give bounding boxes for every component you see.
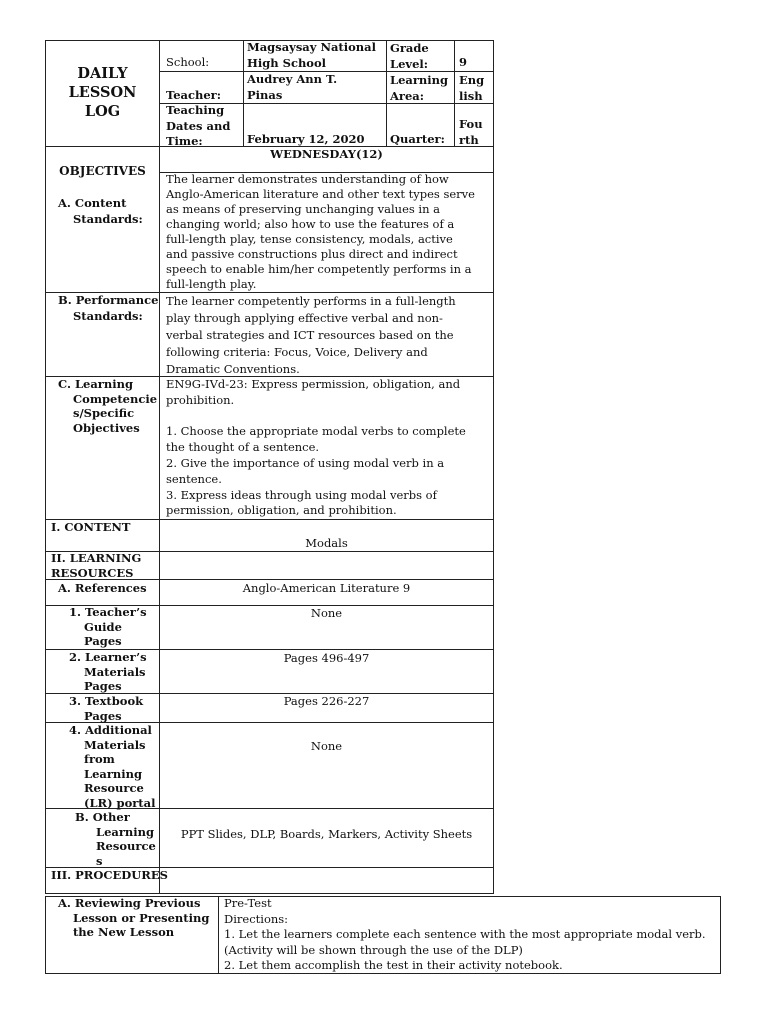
other-resources-label: B. Other Learning Resource s xyxy=(75,810,156,868)
competencies-label: C. Learning Competencie s/Specific Objectives xyxy=(58,377,158,435)
day-heading: WEDNESDAY(12) xyxy=(270,147,383,161)
learning-resources-heading: II. LEARNING RESOURCES xyxy=(51,551,142,580)
reviewing-previous-text: Pre-Test Directions: 1. Let the learners complete each sentence with the most appropriate modal verb. (Activity will be shown through the use of the DLP) 2. Let them accomplish the test in their activity notebook. xyxy=(224,896,706,972)
references-label: A. References xyxy=(58,581,147,595)
title-line-1: DAILY xyxy=(77,65,128,82)
procedures-heading: III. PROCEDURES xyxy=(51,868,168,882)
teacher-value: Audrey Ann T. Pinas xyxy=(247,72,338,102)
teachers-guide-value: None xyxy=(310,606,343,620)
reviewing-previous-label: A. Reviewing Previous Lesson or Presenting the New Lesson xyxy=(58,896,210,939)
learning-area-label: Learning Area: xyxy=(390,73,449,103)
quarter-value: Fou rth xyxy=(459,117,483,147)
learning-area-value: Eng lish xyxy=(459,73,485,103)
learners-materials-value: Pages 496-497 xyxy=(283,651,370,665)
textbook-value: Pages 226-227 xyxy=(283,694,370,708)
grade-label: Grade Level: xyxy=(390,41,429,71)
content-heading: I. CONTENT xyxy=(51,520,131,534)
quarter-label: Quarter: xyxy=(390,132,445,146)
document-title xyxy=(46,64,159,121)
title-line-3: LOG xyxy=(84,103,121,120)
content-value: Modals xyxy=(305,536,348,550)
title-line-2: LESSON xyxy=(68,84,137,101)
references-value: Anglo-American Literature 9 xyxy=(242,581,411,595)
school-value: Magsaysay National High School xyxy=(247,40,376,70)
performance-standards-label: B. Performance Standards: xyxy=(58,293,159,323)
competencies-text: EN9G-IVd-23: Express permission, obligation, and prohibition. 1. Choose the appropriate modal verbs to complete the thought of a sentence. 2. Give the importance of using modal verb in a sentence. 3. Express ideas through using modal verbs of permission, obligation, and prohibition. xyxy=(166,377,466,518)
objectives-heading: OBJECTIVES xyxy=(59,164,146,178)
additional-materials-label: 4. Additional Materials from Learning Resource (LR) portal xyxy=(69,723,156,810)
content-standards-text: The learner demonstrates understanding of how Anglo-American literature and other text types serve as means of preserving unchanging values in a changing world; also how to use the features of a full-length play, tense consistency, modals, active and passive constructions plus direct and indirect speech to enable him/her competently performs in a full-length play. xyxy=(166,172,475,291)
other-resources-value: PPT Slides, DLP, Boards, Markers, Activity Sheets xyxy=(180,827,473,841)
content-standards-label: A. Content Standards: xyxy=(58,196,143,226)
performance-standards-text: The learner competently performs in a full-length play through applying effective verbal and non- verbal strategies and ICT resources based on the following criteria: Focus, Voice, Delivery and Dramatic Conventions. xyxy=(166,294,456,376)
learners-materials-label: 2. Learner’s Materials Pages xyxy=(69,650,147,693)
dates-label: Teaching Dates and Time: xyxy=(166,103,231,148)
teachers-guide-label: 1. Teacher’s Guide Pages xyxy=(69,605,147,648)
dates-value: February 12, 2020 xyxy=(247,132,365,146)
textbook-label: 3. Textbook Pages xyxy=(69,694,144,723)
teacher-label: Teacher: xyxy=(166,88,221,102)
school-label: School: xyxy=(166,55,210,69)
additional-materials-value: None xyxy=(310,739,343,753)
grade-value: 9 xyxy=(459,55,468,69)
